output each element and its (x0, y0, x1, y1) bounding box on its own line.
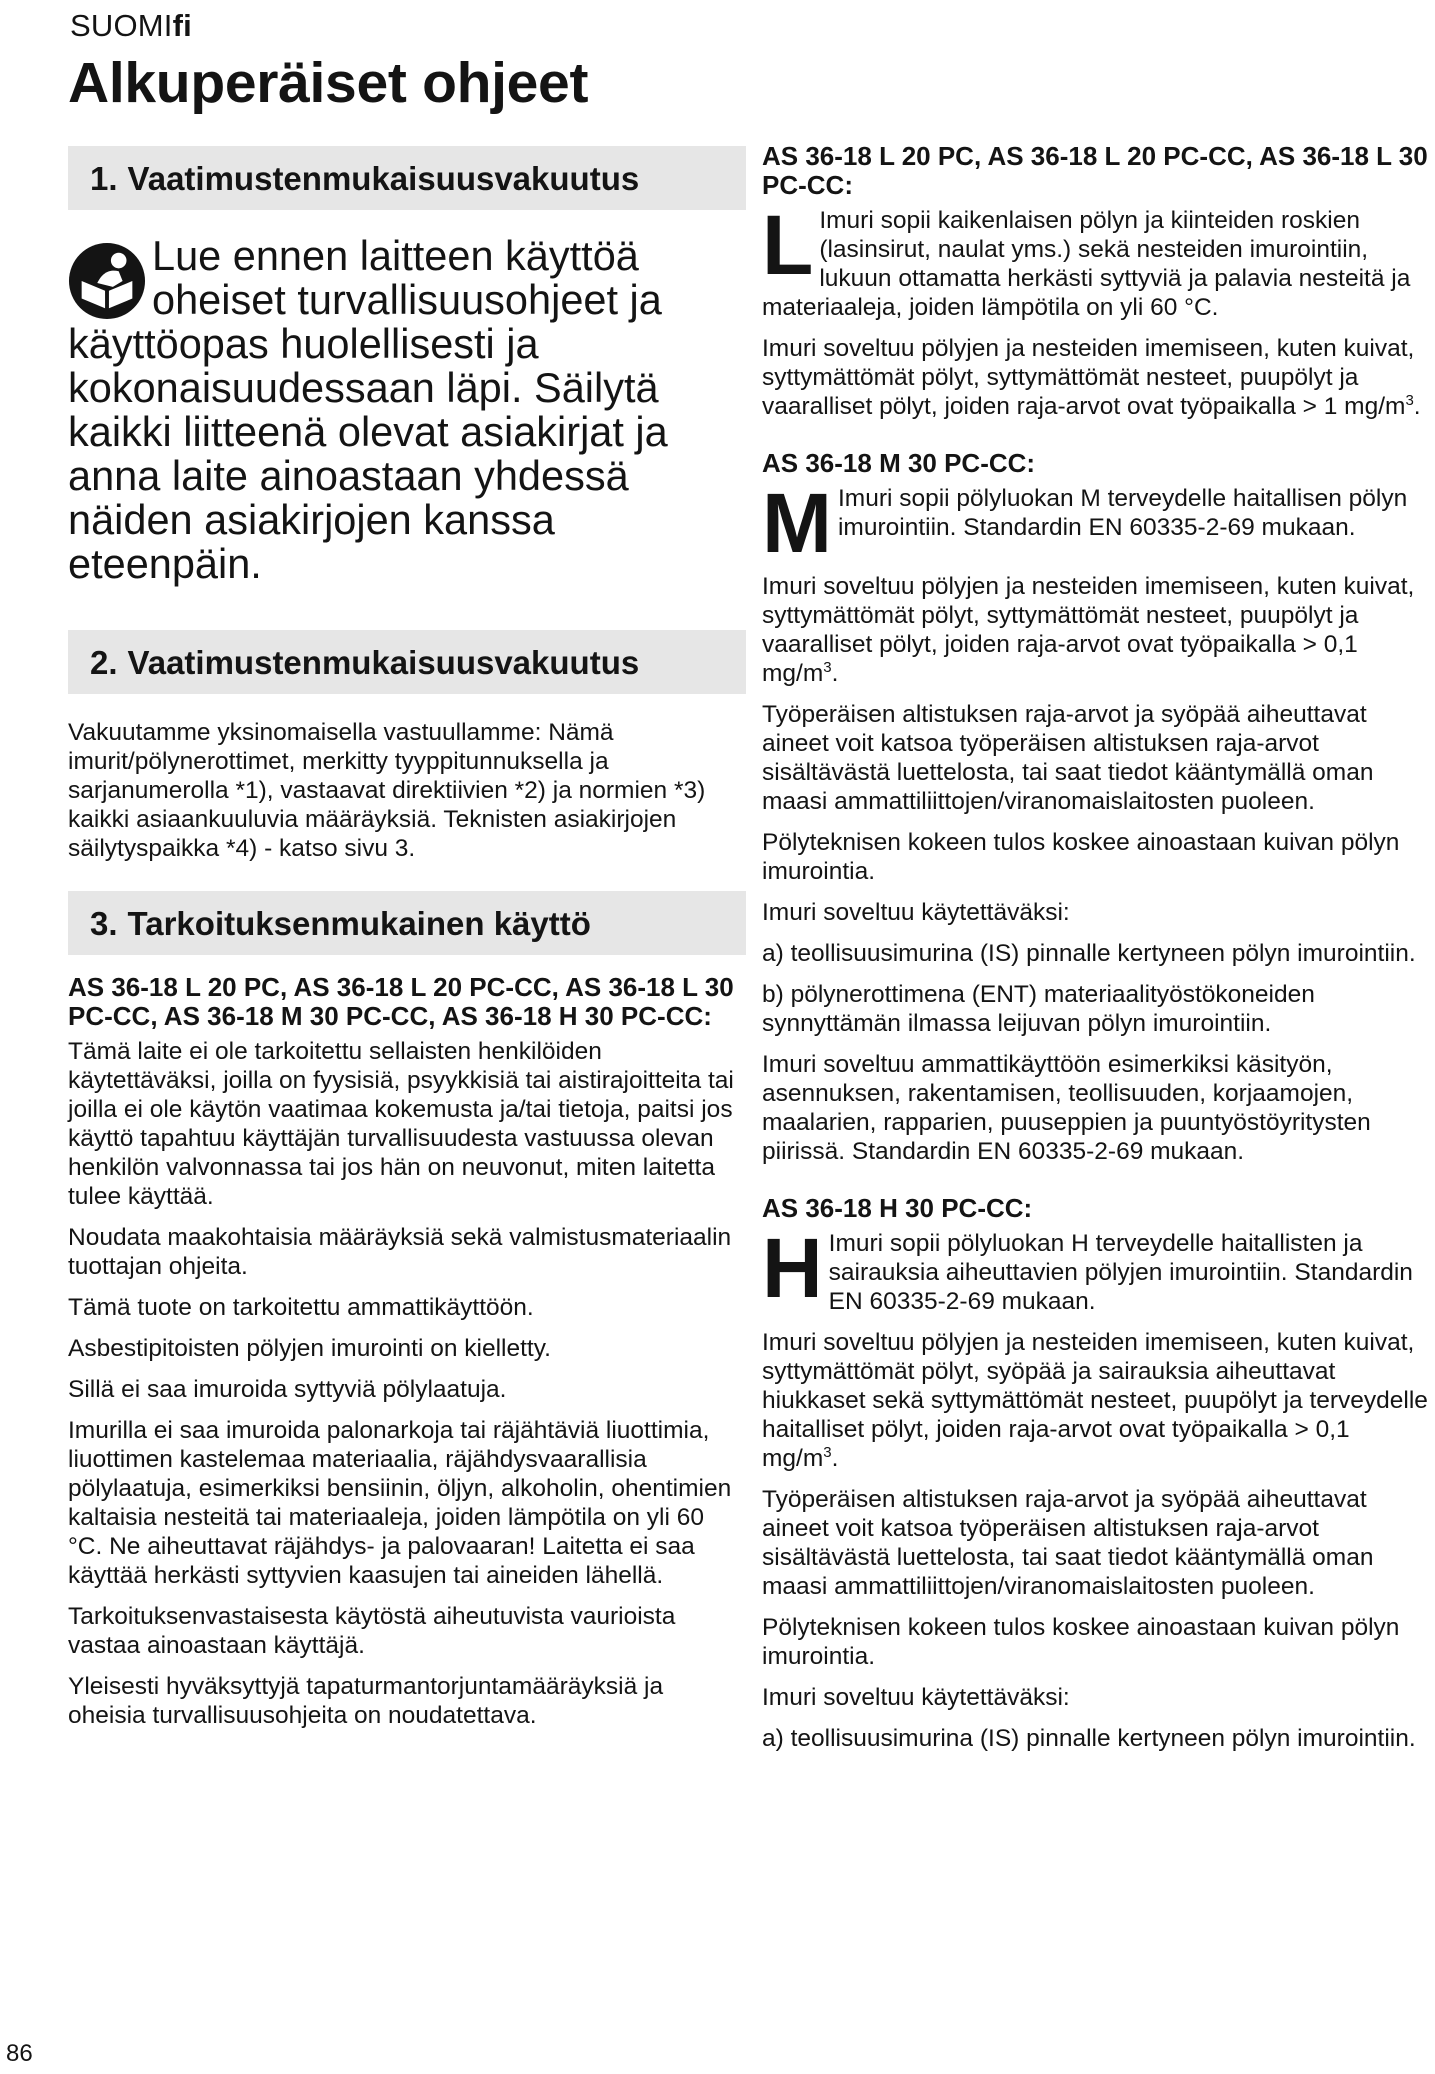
superscript: 3 (1405, 391, 1414, 409)
section-number: 3. (90, 905, 118, 942)
page-title: Alkuperäiset ohjeet (68, 51, 589, 115)
section-3-heading (68, 891, 746, 955)
paragraph: Työperäisen altistuksen raja-arvot ja syöpää aiheuttavat aineet voit katsoa työperäisen altistuksen raja-arvot sisältävästä luettelosta, tai saat tiedot kääntymällä oman maasi ammattiliittojen/viranomaislaitosten puoleen. (762, 701, 1374, 815)
section-number: 1. (90, 160, 118, 197)
period: . (831, 1445, 839, 1472)
section-2-heading (68, 630, 746, 694)
paragraph: b) pölynerottimena (ENT) materiaalityöstökoneiden synnyttämän ilmassa leijuvan pölyn imurointiin. (762, 981, 1315, 1037)
superscript: 3 (823, 1443, 832, 1461)
paragraph-text: Imuri soveltuu pölyjen ja nesteiden imemiseen, kuten kuivat, syttymättömät pölyt, syöpää ja sairauksia aiheuttavat hiukkaset sekä syttymättömät nesteet, puupölyt ja terveydelle haitalliset pölyt, joiden raja-arvot ovat työpaikalla > 0,1 mg/m (762, 1329, 1428, 1472)
paragraph: Imuri soveltuu käytettäväksi: (762, 1684, 1070, 1711)
section-number: 2. (90, 644, 118, 681)
period: . (831, 660, 839, 687)
dust-class-h-icon: H (762, 1229, 823, 1315)
page-number: 86 (6, 2040, 33, 2067)
read-manual-icon (68, 242, 146, 320)
intro-text: Lue ennen laitteen käyttöä oheiset turvallisuusohjeet ja käyttöopas huolellisesti ja kokonaisuudessaan läpi. Säilytä kaikki liitteenä olevat asiakirjat ja anna laite ainoastaan yhdessä näiden asiakirjojen kanssa eteenpäin. (68, 232, 668, 587)
paragraph: Pölyteknisen kokeen tulos koskee ainoastaan kuivan pölyn imurointia. (762, 829, 1400, 885)
paragraph: Tämä laite ei ole tarkoitettu sellaisten henkilöiden käytettäväksi, joilla on fyysisiä, psyykkisiä tai aistirajoitteita tai joilla ei ole käytön vaatimaa kokemusta ja/tai tietoja, paitsi jos käyttö tapahtuu käyttäjän turvallisuudesta vastuussa olevan henkilön valvonnassa tai jos hän on neuvonut, miten laitetta tulee käyttää. (68, 1038, 734, 1210)
lead-text: Imuri sopii pölyluokan H terveydelle haitallisten ja sairauksia aiheuttavien pölyjen imurointiin. Standardin EN 60335-2-69 mukaan. (828, 1230, 1413, 1315)
lead-text: Imuri sopii kaikenlaisen pölyn ja kiinteiden roskien (lasinsirut, naulat yms.) sekä nesteiden imurointiin, lukuun ottamatta herkästi syttyviä ja palavia nesteitä ja materiaaleja, joiden lämpötila on yli 60 °C. (762, 207, 1411, 321)
paragraph: Imuri soveltuu käytettäväksi: (762, 899, 1070, 926)
m-class-models: AS 36-18 M 30 PC-CC: (762, 448, 1036, 478)
h-class-lead (762, 1229, 1432, 1316)
section-title: Vaatimustenmukaisuusvakuutus (127, 160, 640, 197)
language-name: SUOMI (70, 8, 173, 43)
paragraph: Tämä tuote on tarkoitettu ammattikäyttöön. (68, 1294, 534, 1321)
section-title: Vaatimustenmukaisuusvakuutus (127, 644, 640, 681)
dust-class-l-icon: L (762, 206, 814, 292)
l-class-lead (762, 206, 1432, 322)
paragraph-text: Imuri soveltuu pölyjen ja nesteiden imemiseen, kuten kuivat, syttymättömät pölyt, syttymättömät nesteet, puupölyt ja vaaralliset pölyt, joiden raja-arvot ovat työpaikalla > 1 mg/m (762, 335, 1415, 420)
section-title: Tarkoituksenmukainen käyttö (127, 905, 591, 942)
paragraph: Yleisesti hyväksyttyjä tapaturmantorjuntamääräyksiä ja oheisia turvallisuusohjeita on noudatettava. (68, 1673, 664, 1729)
paragraph: Tarkoituksenvastaisesta käytöstä aiheutuvista vaurioista vastaa ainoastaan käyttäjä. (68, 1603, 676, 1659)
paragraph (762, 1328, 1432, 1473)
language-label (70, 6, 192, 46)
superscript: 3 (823, 658, 832, 676)
section-1-heading (68, 146, 746, 210)
paragraph: a) teollisuusimurina (IS) pinnalle kertyneen pölyn imurointiin. (762, 940, 1416, 967)
paragraph: Imurilla ei saa imuroida palonarkoja tai räjähtäviä liuottimia, liuottimen kastelemaa materiaalia, räjähdysvaarallisia pölylaatuja, esimerkiksi bensiinin, öljyn, alkoholin, ohentimien kaltaisia nesteitä tai materiaaleja, joiden lämpötila on yli 60 °C. Ne aiheuttavat räjähdys- ja palovaaran! Laitetta ei saa käyttää herkästi syttyvien kaasujen tai aineiden lähellä. (68, 1417, 732, 1589)
paragraph: Pölyteknisen kokeen tulos koskee ainoastaan kuivan pölyn imurointia. (762, 1614, 1400, 1670)
paragraph: Noudata maakohtaisia määräyksiä sekä valmistusmateriaalin tuottajan ohjeita. (68, 1224, 732, 1280)
model-list: AS 36-18 L 20 PC, AS 36-18 L 20 PC-CC, AS 36-18 L 30 PC-CC, AS 36-18 M 30 PC-CC, AS 36-18 H 30 PC-CC: (68, 972, 734, 1031)
paragraph: a) teollisuusimurina (IS) pinnalle kertyneen pölyn imurointiin. (762, 1725, 1416, 1752)
dust-class-m-icon: M (762, 484, 832, 560)
paragraph: Työperäisen altistuksen raja-arvot ja syöpää aiheuttavat aineet voit katsoa työperäisen altistuksen raja-arvot sisältävästä luettelosta, tai saat tiedot kääntymällä oman maasi ammattiliittojen/viranomaislaitosten puoleen. (762, 1486, 1374, 1600)
period: . (1413, 393, 1421, 420)
paragraph: Asbestipitoisten pölyjen imurointi on kielletty. (68, 1335, 551, 1362)
paragraph: Sillä ei saa imuroida syttyviä pölylaatuja. (68, 1376, 507, 1403)
intro-warning (68, 234, 740, 586)
declaration-text: Vakuutamme yksinomaisella vastuullamme: Nämä imurit/pölynerottimet, merkitty tyyppitunnuksella ja sarjanumerolla *1), vastaavat direktiivien *2) ja normien *3) kaikki asiaankuuluvia määräyksiä. Teknisten asiakirjojen säilytyspaikka *4) - katso sivu 3. (68, 719, 706, 862)
paragraph (762, 334, 1432, 421)
paragraph (762, 572, 1432, 688)
paragraph-text: Imuri soveltuu pölyjen ja nesteiden imemiseen, kuten kuivat, syttymättömät pölyt, syttymättömät nesteet, puupölyt ja vaaralliset pölyt, joiden raja-arvot ovat työpaikalla > 0,1 mg/m (762, 573, 1415, 687)
language-code: fi (172, 8, 192, 43)
h-class-models: AS 36-18 H 30 PC-CC: (762, 1193, 1033, 1223)
paragraph: Imuri soveltuu ammattikäyttöön esimerkiksi käsityön, asennuksen, rakentamisen, teollisuuden, korjaamojen, maalarien, rapparien, puuseppien ja puuntyöstöyritysten piirissä. Standardin EN 60335-2-69 mukaan. (762, 1051, 1371, 1165)
lead-text: Imuri sopii pölyluokan M terveydelle haitallisen pölyn imurointiin. Standardin EN 60335-2-69 mukaan. (837, 485, 1408, 541)
left-column (68, 146, 740, 1742)
right-column (762, 142, 1432, 1765)
l-class-models: AS 36-18 L 20 PC, AS 36-18 L 20 PC-CC, AS 36-18 L 30 PC-CC: (762, 141, 1428, 200)
m-class-lead (762, 484, 1432, 560)
